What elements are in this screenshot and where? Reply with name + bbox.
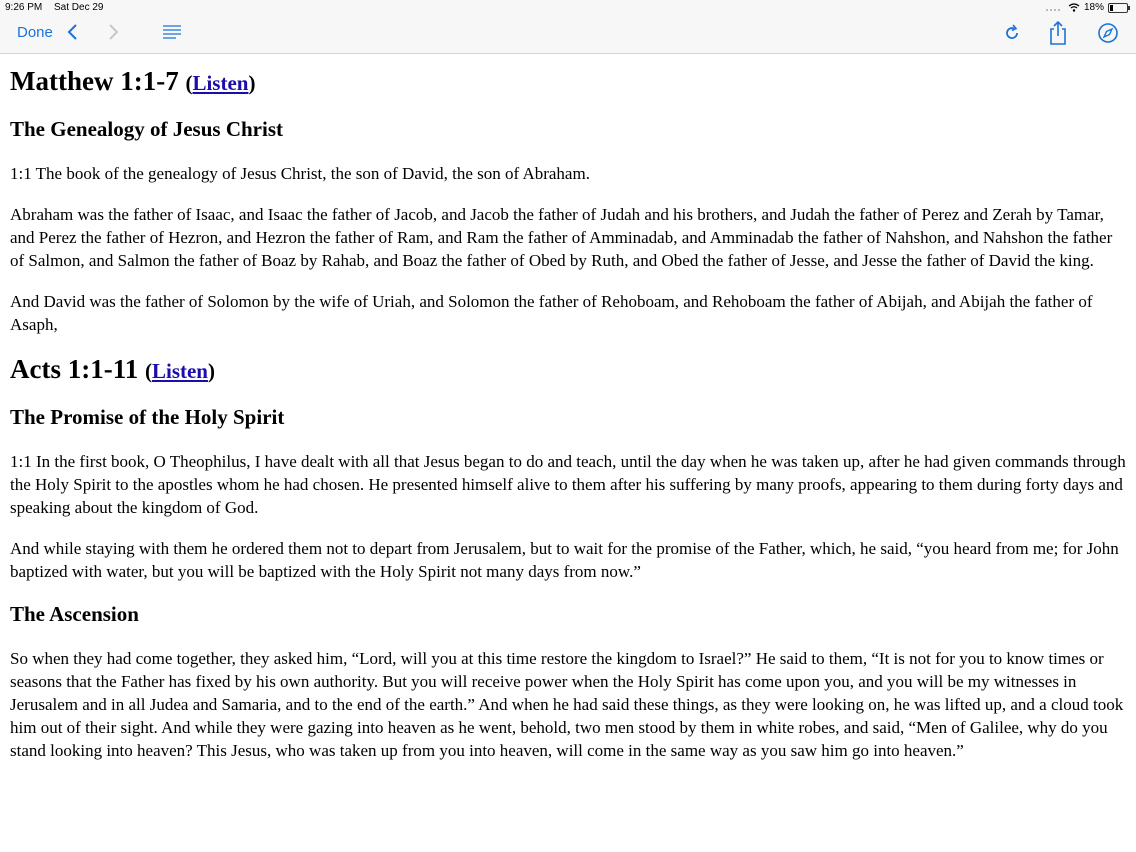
toolbar xyxy=(0,16,1136,54)
section-heading: The Ascension xyxy=(10,602,139,626)
section-heading: The Promise of the Holy Spirit xyxy=(10,405,285,429)
verse-paragraph: 1:1 The book of the genealogy of Jesus Christ, the son of David, the son of Abraham. xyxy=(10,164,590,183)
done-button[interactable]: Done xyxy=(17,24,53,41)
verse-paragraph: So when they had come together, they asked him, “Lord, will you at this time restore the kingdom to Israel?” He said to them, “It is not for you to know times or seasons that the Father has fixed by his own authority. But you will receive power when the Holy Spirit has come upon you, and you will be my witnesses in Jerusalem and in all Judea and Samaria, and to the end of the earth.” And when he had said these things, as they were looking on, he was lifted up, and a cloud took him out of their sight. And while they were gazing into heaven as he went, behold, two men stood by them in white robes, and said, “Men of Galilee, why do you stand looking into heaven? This Jesus, who was taken up from you into heaven, will come in the same way as you saw him go into heaven.” xyxy=(10,649,1124,760)
forward-button[interactable] xyxy=(106,22,120,47)
back-button[interactable] xyxy=(66,22,80,47)
listen-link[interactable]: Listen xyxy=(192,71,249,95)
status-date: Sat Dec 29 xyxy=(54,2,104,13)
verse-paragraph: And David was the father of Solomon by the wife of Uriah, and Solomon the father of Rehoboam, and Rehoboam the father of Abijah, and Abijah the father of Asaph, xyxy=(10,292,1093,334)
chevron-right-icon xyxy=(106,22,120,42)
chevron-left-icon xyxy=(66,22,80,42)
passage-ref: Acts 1:1-11 xyxy=(10,354,139,384)
reading-content xyxy=(10,54,1126,780)
status-right xyxy=(1046,2,1128,13)
safari-button[interactable] xyxy=(1097,22,1119,49)
battery-percent: 18% xyxy=(1083,2,1104,13)
reload-button[interactable] xyxy=(1002,23,1022,48)
passage-title-matthew xyxy=(10,66,1126,98)
reader-button[interactable] xyxy=(162,25,182,44)
wifi-icon xyxy=(1068,3,1080,12)
listen-link[interactable]: Listen xyxy=(151,359,208,383)
share-button[interactable] xyxy=(1048,20,1068,51)
section-heading: The Genealogy of Jesus Christ xyxy=(10,117,283,141)
list-icon xyxy=(162,25,182,39)
listen-wrapper: (Listen) xyxy=(144,359,215,383)
reload-icon xyxy=(1002,23,1022,43)
share-icon xyxy=(1048,20,1068,46)
status-time: 9:26 PM xyxy=(5,2,43,13)
verse-paragraph: And while staying with them he ordered them not to depart from Jerusalem, but to wait for the promise of the Father, which, he said, “you heard from me; for John baptized with water, but you will be baptized with the Holy Spirit not many days from now.” xyxy=(10,539,1119,581)
verse-paragraph: 1:1 In the first book, O Theophilus, I have dealt with all that Jesus began to do and teach, until the day when he was taken up, after he had given commands through the Holy Spirit to the apostles whom he had chosen. He presented himself alive to them after his suffering by many proofs, appearing to them during forty days and speaking about the kingdom of God. xyxy=(10,452,1126,517)
status-bar xyxy=(0,0,1136,16)
signal-icon xyxy=(1046,9,1060,13)
passage-title-acts xyxy=(10,354,1126,386)
compass-icon xyxy=(1097,22,1119,44)
listen-wrapper: (Listen) xyxy=(185,71,256,95)
verse-paragraph: Abraham was the father of Isaac, and Isaac the father of Jacob, and Jacob the father of Judah and his brothers, and Judah the father of Perez and Zerah by Tamar, and Perez the father of Hezron, and Hezron the father of Ram, and Ram the father of Amminadab, and Amminadab the father of Nahshon, and Nahshon the father of Salmon, and Salmon the father of Boaz by Rahab, and Boaz the father of Obed by Ruth, and Obed the father of Jesse, and Jesse the father of David the king. xyxy=(10,205,1113,270)
passage-ref: Matthew 1:1-7 xyxy=(10,66,179,96)
battery-icon xyxy=(1108,3,1128,13)
